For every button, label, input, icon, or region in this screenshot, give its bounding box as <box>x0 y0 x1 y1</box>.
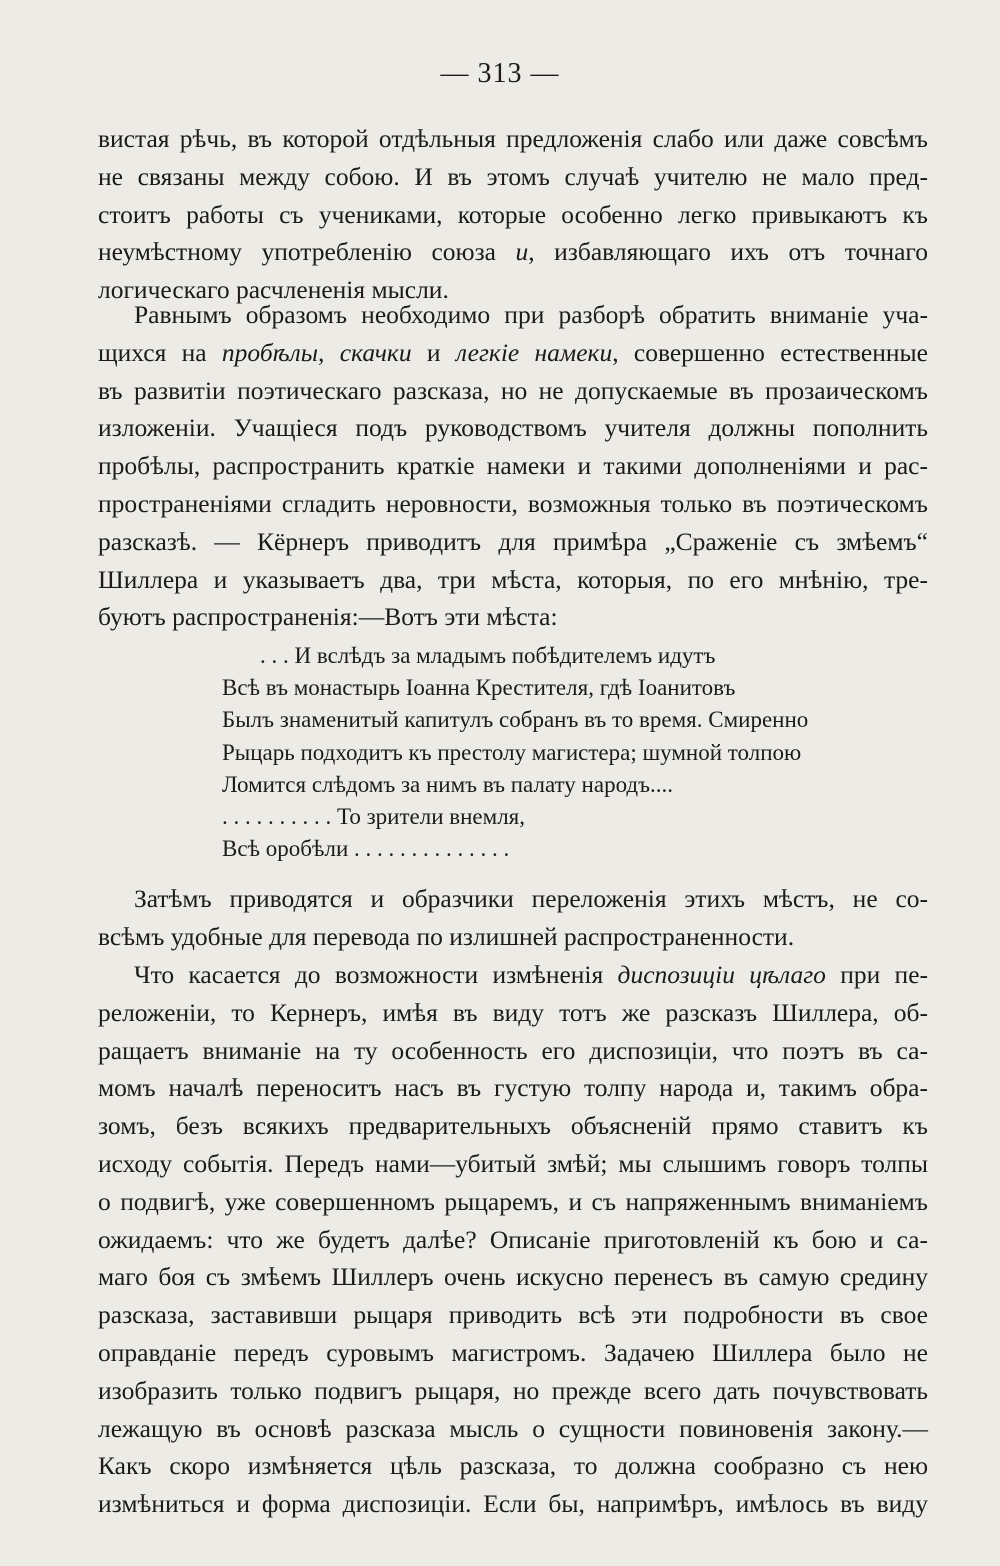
text-run: и <box>411 337 456 367</box>
verse-line: . . . И вслѣдъ за младымъ побѣдителемъ идутъ <box>260 643 716 668</box>
text-run: неумѣстному употребленію союза <box>98 237 516 267</box>
text-run: щихся на <box>98 337 222 367</box>
verse-line: . . . . . . . . . . То зрители внемля, <box>222 804 525 830</box>
text-line: о подвигѣ, уже совершенномъ рыцаремъ, и съ напряженнымъ вниманіемъ <box>98 1186 928 1216</box>
verse-line: Всѣ въ монастырь Іоанна Крестителя, гдѣ Іоанитовъ <box>222 675 736 701</box>
text-line <box>98 956 928 994</box>
text-line: Равнымъ образомъ необходимо при разборѣ обратить вниманіе уча- <box>134 300 928 329</box>
text-line: исходу событія. Передъ нами—убитый змѣй; мы слышимъ говоръ толпы <box>98 1148 928 1178</box>
text-run: , совершенно естественные <box>612 337 928 367</box>
paragraph-1 <box>98 120 928 309</box>
text-line: буютъ распространенія:—Вотъ эти мѣста: <box>98 602 558 632</box>
emphasized-text: легкіе намеки <box>455 337 613 367</box>
text-line: всѣмъ удобные для перевода по излишней распространенности. <box>98 921 795 951</box>
verse-line: Рыцарь подходитъ къ престолу магистера; шумной толпою <box>222 739 802 765</box>
text-line: ращаетъ вниманіе на ту особенность его диспозиціи, что поэтъ въ са- <box>98 1035 928 1065</box>
text-line: пробѣлы, распространить краткіе намеки и такими дополненіями и рас- <box>98 451 928 481</box>
emphasized-text: пробѣлы, скачки <box>221 337 412 367</box>
text-line <box>98 334 928 372</box>
text-run: Что касается до возможности измѣненія <box>134 960 618 989</box>
emphasized-text: диспозиціи цѣлаго <box>617 960 826 989</box>
verse-line: Ломится слѣдомъ за нимъ въ палату народъ.... <box>222 771 674 797</box>
text-line: стоитъ работы съ учениками, которые особенно легко привыкаютъ къ <box>98 199 928 229</box>
text-line: разсказѣ. — Кёрнеръ приводитъ для примѣра „Сраженіе съ змѣемъ“ <box>98 526 928 556</box>
text-line: логическаго расчлененія мысли. <box>98 275 449 305</box>
text-line: реложеніи, то Кернеръ, имѣя въ виду тотъ же разсказъ Шиллера, об- <box>98 997 928 1027</box>
text-line: пространеніями сгладить неровности, возможныя только въ поэтическомъ <box>98 488 928 518</box>
text-line: оправданіе передъ суровымъ магистромъ. Задачею Шиллера было не <box>98 1337 928 1367</box>
verse-line: Былъ знаменитый капитулъ собранъ въ то время. Смиренно <box>222 707 809 733</box>
emphasized-text: и <box>515 237 529 267</box>
page-number: — 313 — <box>440 58 560 89</box>
text-line: Затѣмъ приводятся и образчики переложенія этихъ мѣстъ, не со- <box>134 884 928 913</box>
text-line: зомъ, безъ всякихъ предварительныхъ объясненій прямо ставитъ къ <box>98 1111 928 1141</box>
text-line: въ развитіи поэтическаго разсказа, но не допускаемые въ прозаическомъ <box>98 375 928 405</box>
text-line: не связаны между собою. И въ этомъ случаѣ учителю не мало пред- <box>98 161 928 191</box>
text-line: разсказа, заставивши рыцаря приводить всѣ эти подробности въ свое <box>98 1300 928 1330</box>
text-run: при пе- <box>825 960 929 989</box>
paragraph-2 <box>98 296 928 636</box>
text-line: Шиллера и указываетъ два, три мѣста, которыя, по его мнѣнію, тре- <box>98 564 928 594</box>
text-line: изобразить только подвигъ рыцаря, но прежде всего дать почувствовать <box>98 1375 928 1405</box>
text-line <box>98 233 928 271</box>
poem-quotation <box>222 640 862 865</box>
text-line: лежащую въ основѣ разсказа мысль о сущности повиновенія закону.— <box>98 1413 928 1443</box>
text-line: измѣниться и форма диспозиціи. Если бы, напримѣръ, имѣлось въ виду <box>98 1489 928 1519</box>
text-line: изложеніи. Учащіеся подъ руководствомъ учителя должны пополнить <box>98 413 928 443</box>
paragraph-4 <box>98 956 928 1523</box>
text-line: момъ началѣ переноситъ насъ въ густую толпу народа и, такимъ обра- <box>98 1073 928 1103</box>
text-run: , избавляющаго ихъ отъ точнаго <box>528 237 928 267</box>
text-line: вистая рѣчь, въ которой отдѣльныя предложенія слабо или даже совсѣмъ <box>98 124 928 153</box>
text-line: маго боя съ змѣемъ Шиллеръ очень искусно перенесъ въ самую средину <box>98 1262 928 1292</box>
text-line: Какъ скоро измѣняется цѣль разсказа, то должна сообразно съ нею <box>98 1451 928 1481</box>
paragraph-3 <box>98 880 928 956</box>
verse-line: Всѣ оробѣли . . . . . . . . . . . . . . <box>222 836 510 862</box>
text-line: ожидаемъ: что же будетъ далѣе? Описаніе приготовленій къ бою и са- <box>98 1224 928 1254</box>
